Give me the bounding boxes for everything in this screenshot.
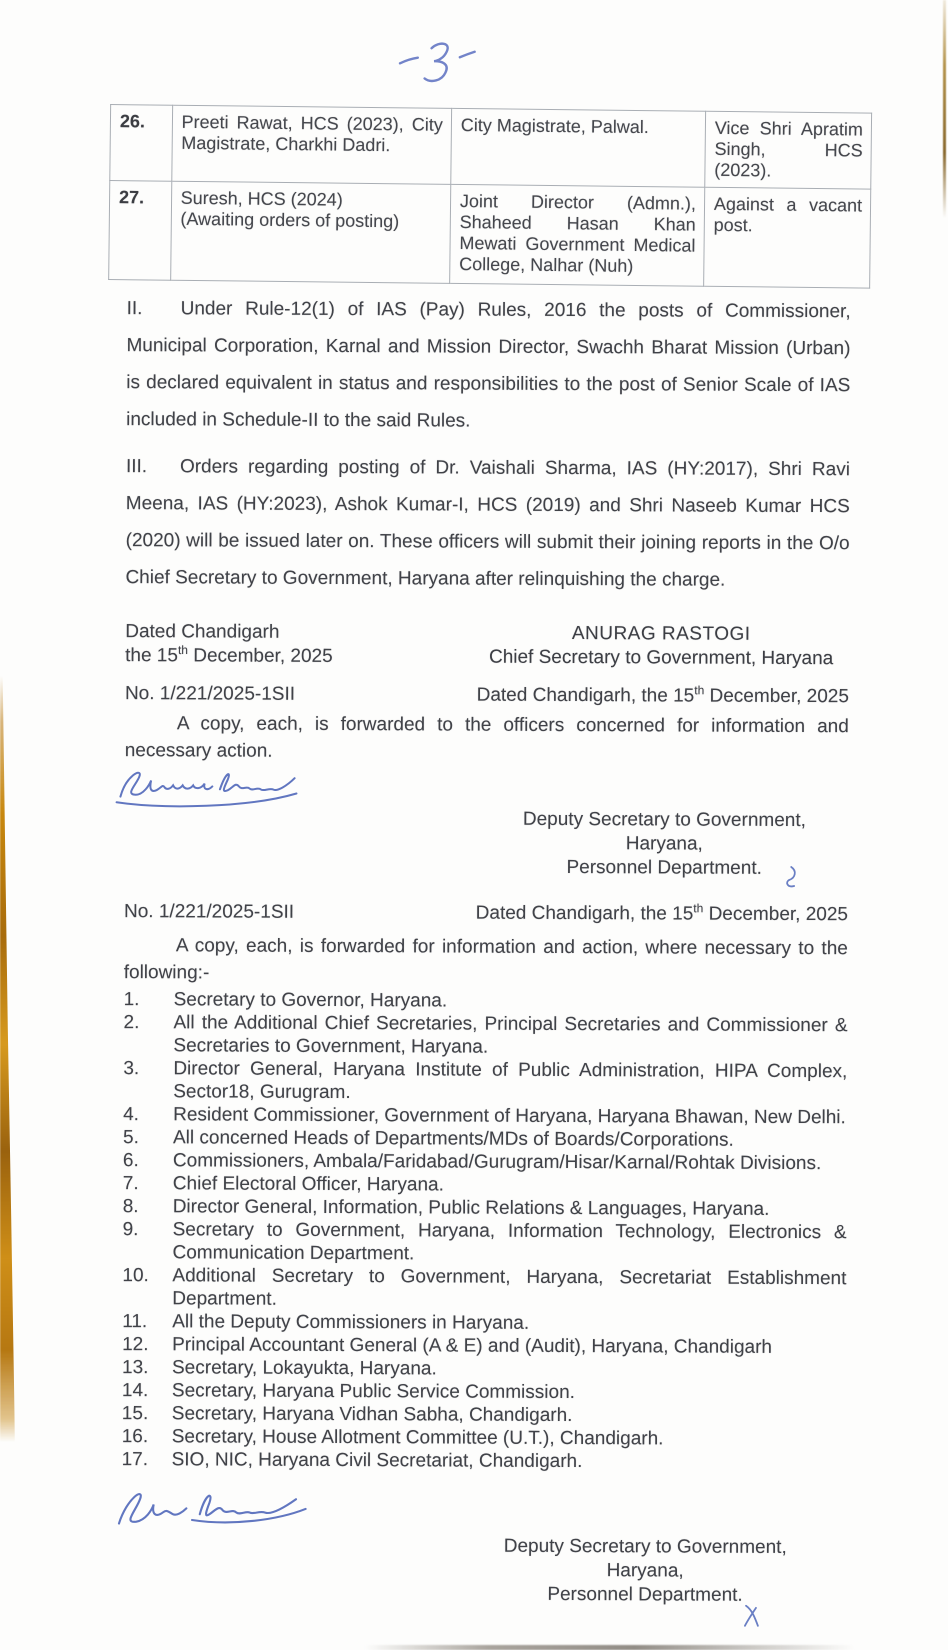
deputy-designation-line1: Deputy Secretary to Government, Haryana,	[503, 1535, 787, 1582]
ink-squiggle-icon	[780, 863, 802, 891]
list-item	[122, 1402, 846, 1428]
list-item-text: Commissioners, Ambala/Faridabad/Gurugram/Hisar/Karnal/Rohtak Divisions.	[172, 1150, 822, 1175]
cell-remarks: Against a vacant post.	[703, 187, 870, 288]
list-item	[123, 1103, 847, 1129]
list-item	[122, 1310, 846, 1336]
list-item-number: 2.	[123, 1012, 140, 1034]
closing-signature-block	[103, 1485, 866, 1608]
dated-date: the 15th December, 2025	[125, 642, 333, 667]
list-item	[123, 1172, 847, 1198]
cell-serial-no: 26.	[110, 105, 172, 182]
endorsement-number: No. 1/221/2025-1SII	[123, 901, 295, 923]
chief-secretary-block	[473, 622, 849, 672]
list-item-text: Secretary, Haryana Public Service Commission.	[171, 1380, 575, 1404]
endorsement-2	[103, 900, 868, 1608]
cell-posting: City Magistrate, Palwal.	[451, 108, 706, 187]
list-item-text: Additional Secretary to Government, Haryana, Secretariat Establishment Department.	[172, 1265, 847, 1310]
cell-posting: Joint Director (Admn.), Shaheed Hasan Khan Mewati Government Medical College, Nalhar (Nuh)	[449, 184, 704, 286]
cell-officer: Preeti Rawat, HCS (2023), City Magistrate, Charkhi Dadri.	[171, 105, 451, 184]
list-item	[122, 1448, 846, 1474]
list-item	[123, 1011, 847, 1060]
list-item	[123, 1195, 847, 1221]
list-item-text: Secretary, House Allotment Committee (U.T.), Chandigarh.	[171, 1426, 664, 1450]
list-item-number: 9.	[122, 1219, 139, 1241]
date-superscript: th	[177, 642, 189, 658]
deputy-designation-line2: Personnel Department.	[566, 857, 762, 879]
deputy-designation-line2: Personnel Department.	[547, 1583, 743, 1606]
list-item	[122, 1356, 846, 1382]
distribution-list	[122, 988, 848, 1474]
list-item	[123, 1126, 847, 1152]
signature-block	[125, 620, 849, 671]
list-item-text: Secretary, Haryana Vidhan Sabha, Chandigarh.	[171, 1403, 573, 1427]
paragraph-II	[126, 290, 851, 441]
list-item-number: 1.	[123, 989, 140, 1011]
list-item-text: Director General, Haryana Institute of Public Administration, HIPA Complex, Sector18, Gurugram.	[173, 1058, 848, 1104]
endorsement-head	[125, 682, 849, 709]
list-item-number: 6.	[122, 1150, 139, 1172]
scan-edge-bottom-strip	[365, 1645, 855, 1650]
deputy-designation-line1: Deputy Secretary to Government, Haryana,	[522, 808, 806, 855]
officer-designation: Chief Secretary to Government, Haryana	[488, 646, 834, 670]
endorsement-head	[124, 900, 848, 927]
signature-deputy-secretary	[103, 1485, 755, 1538]
list-item-text: All concerned Heads of Departments/MDs of Boards/Corporations.	[172, 1127, 734, 1151]
table-row	[109, 181, 871, 289]
list-item-number: 3.	[123, 1058, 140, 1080]
endorsement-date: Dated Chandigarh, the 15th December, 2025	[476, 683, 850, 708]
paragraph-III	[125, 448, 850, 599]
list-item-number: 14.	[121, 1380, 149, 1402]
deputy-secretary-block	[465, 1535, 825, 1609]
deputy-secretary-block	[484, 808, 844, 882]
list-item	[122, 1379, 846, 1405]
officer-line1: Suresh, HCS (2024)	[180, 187, 343, 210]
date-superscript: th	[694, 683, 705, 698]
list-item-number: 4.	[123, 1104, 140, 1126]
date-superscript: th	[693, 901, 704, 916]
cell-officer	[170, 181, 450, 283]
list-item-number: 11.	[122, 1311, 148, 1333]
endorsement-number: No. 1/221/2025-1SII	[124, 683, 296, 705]
list-item-number: 5.	[122, 1127, 139, 1149]
ink-squiggle-icon	[741, 1602, 763, 1630]
endorsement-1	[106, 682, 869, 881]
list-item-text: Chief Electoral Officer, Haryana.	[172, 1173, 444, 1196]
list-item-number: 15.	[121, 1403, 149, 1425]
signature-deputy-secretary	[106, 764, 773, 811]
list-item-number: 13.	[121, 1357, 149, 1379]
list-item-text: Secretary, Lokayukta, Haryana.	[171, 1357, 437, 1380]
cell-remarks: Vice Shri Apratim Singh, HCS (2023).	[705, 111, 872, 189]
list-item	[122, 1333, 846, 1359]
scan-edge-left-band	[0, 676, 15, 1442]
document-content	[103, 0, 872, 1608]
dated-place-block	[125, 620, 333, 669]
list-item	[123, 1057, 847, 1106]
list-item-text: All the Deputy Commissioners in Haryana.	[172, 1311, 530, 1334]
list-item-text: SIO, NIC, Haryana Civil Secretariat, Chandigarh.	[171, 1449, 583, 1473]
signature-ink-icon	[103, 1485, 315, 1536]
list-item-text: Secretary to Government, Haryana, Information Technology, Electronics & Communication Department.	[172, 1219, 847, 1265]
list-item	[124, 988, 848, 1014]
endorsement-date: Dated Chandigarh, the 15th December, 2025	[475, 901, 849, 926]
endorsement-body: A copy, each, is forwarded to the officers concerned for information and necessary action.	[124, 713, 849, 762]
paragraph-label: II.	[126, 298, 143, 320]
dated-place: Dated Chandigarh	[125, 621, 280, 643]
officer-line2: (Awaiting orders of posting)	[180, 208, 400, 232]
paragraph-text: Orders regarding posting of Dr. Vaishali Sharma, IAS (HY:2017), Shri Ravi Meena, IAS (HY:2023), Ashok Kumar-I, HCS (2019) and Shri Naseeb Kumar HCS (2020) will be issued later on. These officers will submit their joining reports in the O/o Chief Secretary to Government, Haryana after relinquishing the charge.	[125, 456, 851, 591]
list-item-number: 8.	[122, 1196, 139, 1218]
table-row	[110, 105, 872, 190]
list-item-number: 16.	[121, 1426, 149, 1448]
paragraph-text: Under Rule-12(1) of IAS (Pay) Rules, 2016 the posts of Commissioner, Municipal Corporation, Karnal and Mission Director, Swachh Bharat Mission (Urban) is declared equivalent in status and responsibilities to the post of Senior Scale of IAS included in Schedule-II to the said Rules.	[126, 298, 851, 432]
list-item-number: 17.	[121, 1449, 149, 1471]
list-item-text: Principal Accountant General (A & E) and (Audit), Haryana, Chandigarh	[172, 1334, 773, 1358]
list-item-text: Resident Commissioner, Government of Haryana, Haryana Bhawan, New Delhi.	[173, 1104, 846, 1129]
list-item-number: 12.	[122, 1334, 149, 1356]
endorsement-body: A copy, each, is forwarded for information and action, where necessary to the following:-	[123, 935, 848, 984]
list-item	[122, 1218, 846, 1267]
signature-ink-icon	[106, 764, 306, 809]
postings-table	[108, 104, 872, 289]
list-item-text: All the Additional Chief Secretaries, Principal Secretaries and Commissioner & Secretaries to Government, Haryana.	[173, 1012, 848, 1058]
list-item	[122, 1264, 846, 1313]
list-item-number: 10.	[122, 1265, 149, 1287]
list-item-text: Director General, Information, Public Relations & Languages, Haryana.	[172, 1196, 770, 1220]
scan-edge-right-line	[943, 0, 946, 218]
cell-serial-no: 27.	[109, 181, 172, 281]
list-item	[122, 1425, 846, 1451]
officer-name: ANURAG RASTOGI	[571, 623, 751, 645]
list-item-number: 7.	[122, 1173, 139, 1195]
list-item-text: Secretary to Governor, Haryana.	[173, 989, 448, 1012]
list-item	[123, 1149, 847, 1175]
paragraph-label: III.	[125, 456, 148, 478]
